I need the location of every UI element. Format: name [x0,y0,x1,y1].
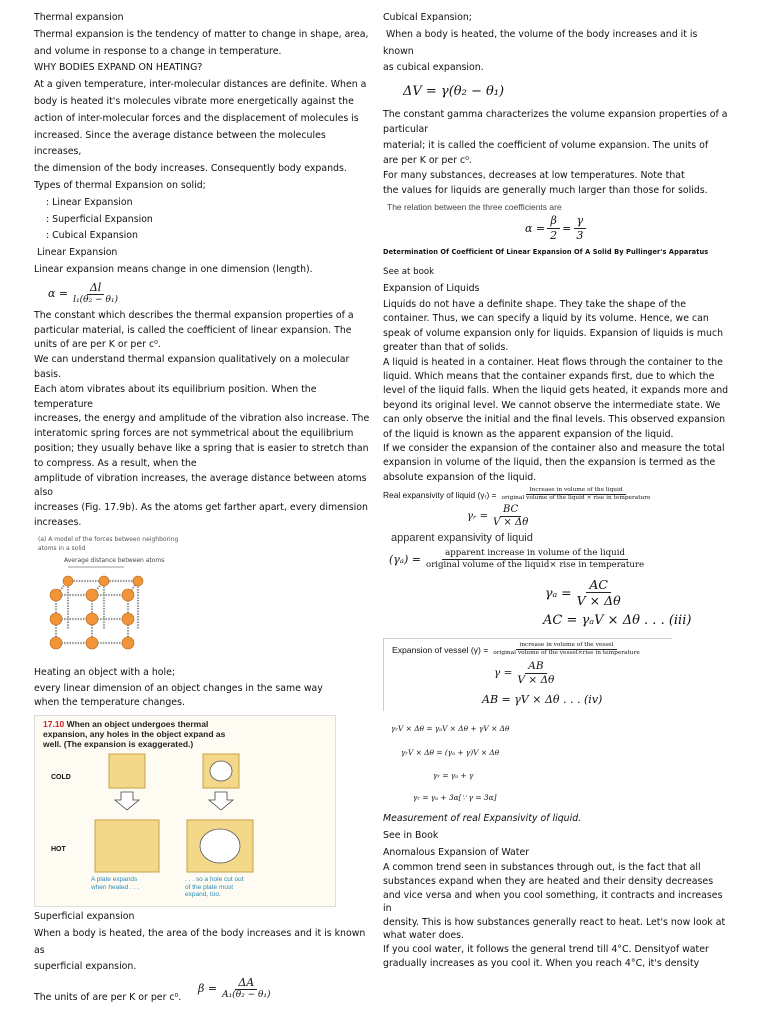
real-expansivity-def [383,487,731,502]
real-eq-den: V × Δθ [493,516,529,528]
relation-gamma: γ [574,214,587,228]
relation-equals: = [562,221,572,235]
vessel-eq2: AB = γV × Δθ . . . (iv) [482,693,603,707]
superficial-paragraph: When a body is heated, the area of the body increases and it is known as superficial expansion. [34,927,366,973]
right-column [383,10,731,970]
superficial-heading: Superficial expansion [34,911,135,923]
superficial-eq-lhs: β = [198,982,218,996]
liquids-heading: Expansion of Liquids [383,283,480,295]
apparent-fraction [423,548,647,570]
linear-heading: Linear Expansion [34,247,118,259]
vessel-eq-lhs: γ = [494,667,513,680]
title-thermal-expansion: Thermal expansion [34,12,124,23]
hole-expansion-figure [34,715,336,907]
gamma-paragraph: The constant gamma characterizes the volume expansion properties of a particular material; it is called the coefficient of volume expansion. The units of are per K or per c⁰. For many substances, decreases at low temperatures. Note that the values for liquids are generally much larger than those for solids. [383,109,728,197]
apparent-def [383,544,731,574]
relation-three: 3 [576,228,584,242]
apparent-eq2-num: AC [586,577,611,593]
anomalous-heading: Anomalous Expansion of Water [383,846,530,858]
real-expansivity-eq [383,502,731,530]
why-paragraph: At a given temperature, inter-molecular distances are definite. When a body is heated it's molecules vibrate more energetically against the action of inter-molecular forces and the displacement of molecules is increased. Since the average distance between the molecules increases, the dimension of the body increases. Consequently body expands. [34,79,367,175]
vessel-den: original volume of the vessel×rise in temperature [493,650,640,657]
type-linear: : Linear Expansion [46,196,133,208]
atom-lattice-illustration [38,563,148,663]
see-in-book: See in Book [383,829,439,841]
real-eq-fraction [490,504,531,529]
fig2-hot-label: HOT [51,846,66,854]
superficial-eq-fraction [219,976,273,1001]
cubical-equation: ΔV = γ(θ₂ − θ₁) [403,84,505,100]
derivation-block [383,717,731,809]
fig2-title-rest: When an object undergoes thermal [64,719,209,730]
fig2-title-lines: expansion, any holes in the object expand as well. (The expansion is exaggerated.) [43,729,226,750]
hole-heading: Heating an object with a hole; [34,666,176,678]
type-cubical: : Cubical Expansion [46,230,138,242]
why-heading: WHY BODIES EXPAND ON HEATING? [34,62,203,74]
derivation-line-4: γᵣ = γₐ + 3α[∵ γ = 3α] [413,793,497,803]
apparent-lhs: (γₐ) = [389,552,422,566]
vessel-num: increase in volume of the vessel [516,642,616,650]
linear-eq-lhs: α = [48,287,69,301]
real-exp-num: Increase in volume of the liquid [526,487,625,495]
cubical-paragraph: When a body is heated, the volume of the body increases and it is known as cubical expansion. [383,28,698,74]
apparent-eq3: AC = γₐV × Δθ . . . (iii) [543,613,692,629]
real-eq-num: BC [500,504,521,517]
relation-equation [525,214,588,241]
real-exp-fraction [499,487,654,502]
fig2-caption-left: A plate expands when heated . . . [91,876,140,891]
apparent-den: original volume of the liquid× rise in temperature [426,559,645,570]
linear-definition: Linear expansion means change in one dimension (length). [34,263,313,275]
real-eq-lhs: γᵣ = [467,510,489,522]
relation-beta: β [547,214,559,228]
see-at-book: See at book [383,267,435,278]
apparent-num: apparent increase in volume of the liquid [442,548,628,559]
liquids-paragraph: Liquids do not have a definite shape. They take the shape of the container. Thus, we can specify a liquid by its volume. Hence, we can speak of volume expansion only for liquids. Expansion of liquids is much greater than that of solids. A liquid is heated in a container. Heat flows through the container to the liquid. Which means that the container expands first, due to which the level of the liquid falls. When the liquid gets heated, it expands more and beyond its original level. We cannot observe the intermediate state. We can only observe the initial and the final levels. This observed expansion of the liquid is known as the apparent expansion of the liquid. If we consider the expansion of the container also and measure the total expansion in volume of the liquid, then the expansion is termed as the absolute expansion of the liquid. [383,299,729,483]
relation-frac-gamma [573,214,586,241]
type-superficial: : Superficial Expansion [46,213,153,225]
superficial-eq-den: A₁(θ₂ − θ₁) [222,990,271,1001]
fig2-number: 17.10 [43,719,65,730]
relation-label: The relation between the three coefficients are [387,202,562,213]
vessel-def [384,639,672,657]
intro-paragraph: Thermal expansion is the tendency of matter to change in shape, area, and volume in response to a change in temperature. [34,28,369,57]
vessel-fraction [490,642,643,657]
real-exp-label: Real expansivity of liquid (γᵣ) = [383,489,497,500]
fig2-caption-right: . . . so a hole cut out of the plate must expand, too. [185,876,244,899]
hole-paragraph: every linear dimension of an object changes in the same way when the temperature changes. [34,682,323,709]
fig1-caption: (a) A model of the forces between neighboring atoms in a solid [38,535,179,552]
real-expansivity-block [383,487,731,530]
atom-lattice-figure [34,535,376,661]
superficial-units: The units of are per K or per c⁰. [34,992,182,1004]
vessel-eq [384,657,672,689]
relation-lhs: α = [525,221,546,235]
relation-block [383,202,731,246]
relation-frac-beta [547,214,560,241]
linear-equation [34,279,376,309]
fig2-cold-label: COLD [51,774,71,782]
measurement-heading: Measurement of real Expansivity of liquid. [383,813,582,825]
molecular-basis-paragraph: We can understand thermal expansion qualitatively on a molecular basis. Each atom vibrates about its equilibrium position. When the temperature increases, the energy and amplitude of the vibration also increase. The interatomic spring forces are not symmetrical about the equilibrium position; they usually behave like a spring that is easier to stretch than to compress. As a result, when the amplitude of vibration increases, the average distance between atoms also increases (Fig. 17.9b). As the atoms get farther apart, every dimension increases. [34,354,370,528]
pullinger-heading: Determination Of Coefficient Of Linear Expansion Of A Solid By Pullinger's Apparatus [383,248,709,257]
apparent-label: apparent expansivity of liquid [391,532,533,545]
left-column [34,10,376,1010]
vessel-eq-fraction [514,660,557,686]
fig1-distance-label: Average distance between atoms [64,556,165,564]
linear-coefficient-paragraph: The constant which describes the thermal expansion properties of a particular material, is called the coefficient of linear expansion. The units of are per K or per c⁰. [34,309,354,351]
vessel-eq-den: V × Δθ [517,673,555,686]
vessel-label: Expansion of vessel (γ) = [392,644,489,655]
anomalous-paragraph: A common trend seen in substances through out, is the fact that all substances expand when they are heated and their density decreases and vice versa and when you cool something, it contracts and increases in density. This is how substances generally react to heat. Let's now look at what water does. If you cool water, it follows the general trend till 4°C. Densityof water gradually increases as you cool it. When you reach 4°C, it's density [383,862,726,969]
apparent-expansivity-block [383,532,731,632]
linear-eq-den: l₁(θ₂ − θ₁) [73,295,118,306]
linear-eq-fraction [70,281,121,306]
relation-two: 2 [550,228,558,242]
real-exp-den: original volume of the liquid × rise in temperature [501,495,651,502]
apparent-eq2-lhs: γₐ = [545,584,572,600]
superficial-equation [198,976,276,1001]
apparent-eq2 [383,574,731,610]
linear-eq-num: Δl [87,281,104,295]
types-heading: Types of thermal Expansion on solid; [34,179,206,191]
vessel-block [383,638,672,711]
derivation-line-3: γᵣ = γₐ + γ [433,771,474,781]
superficial-eq-row [34,976,376,1010]
apparent-eq2-den: V × Δθ [576,592,621,608]
apparent-eq2-fraction [574,577,624,608]
cubical-heading: Cubical Expansion; [383,12,472,23]
derivation-line-1: γᵣV × Δθ = γₐV × Δθ + γV × Δθ [391,724,510,734]
derivation-line-2: γᵣV × Δθ = (γₐ + γ)V × Δθ [401,748,500,758]
superficial-eq-num: ΔA [235,976,257,990]
vessel-eq-num: AB [525,660,546,674]
